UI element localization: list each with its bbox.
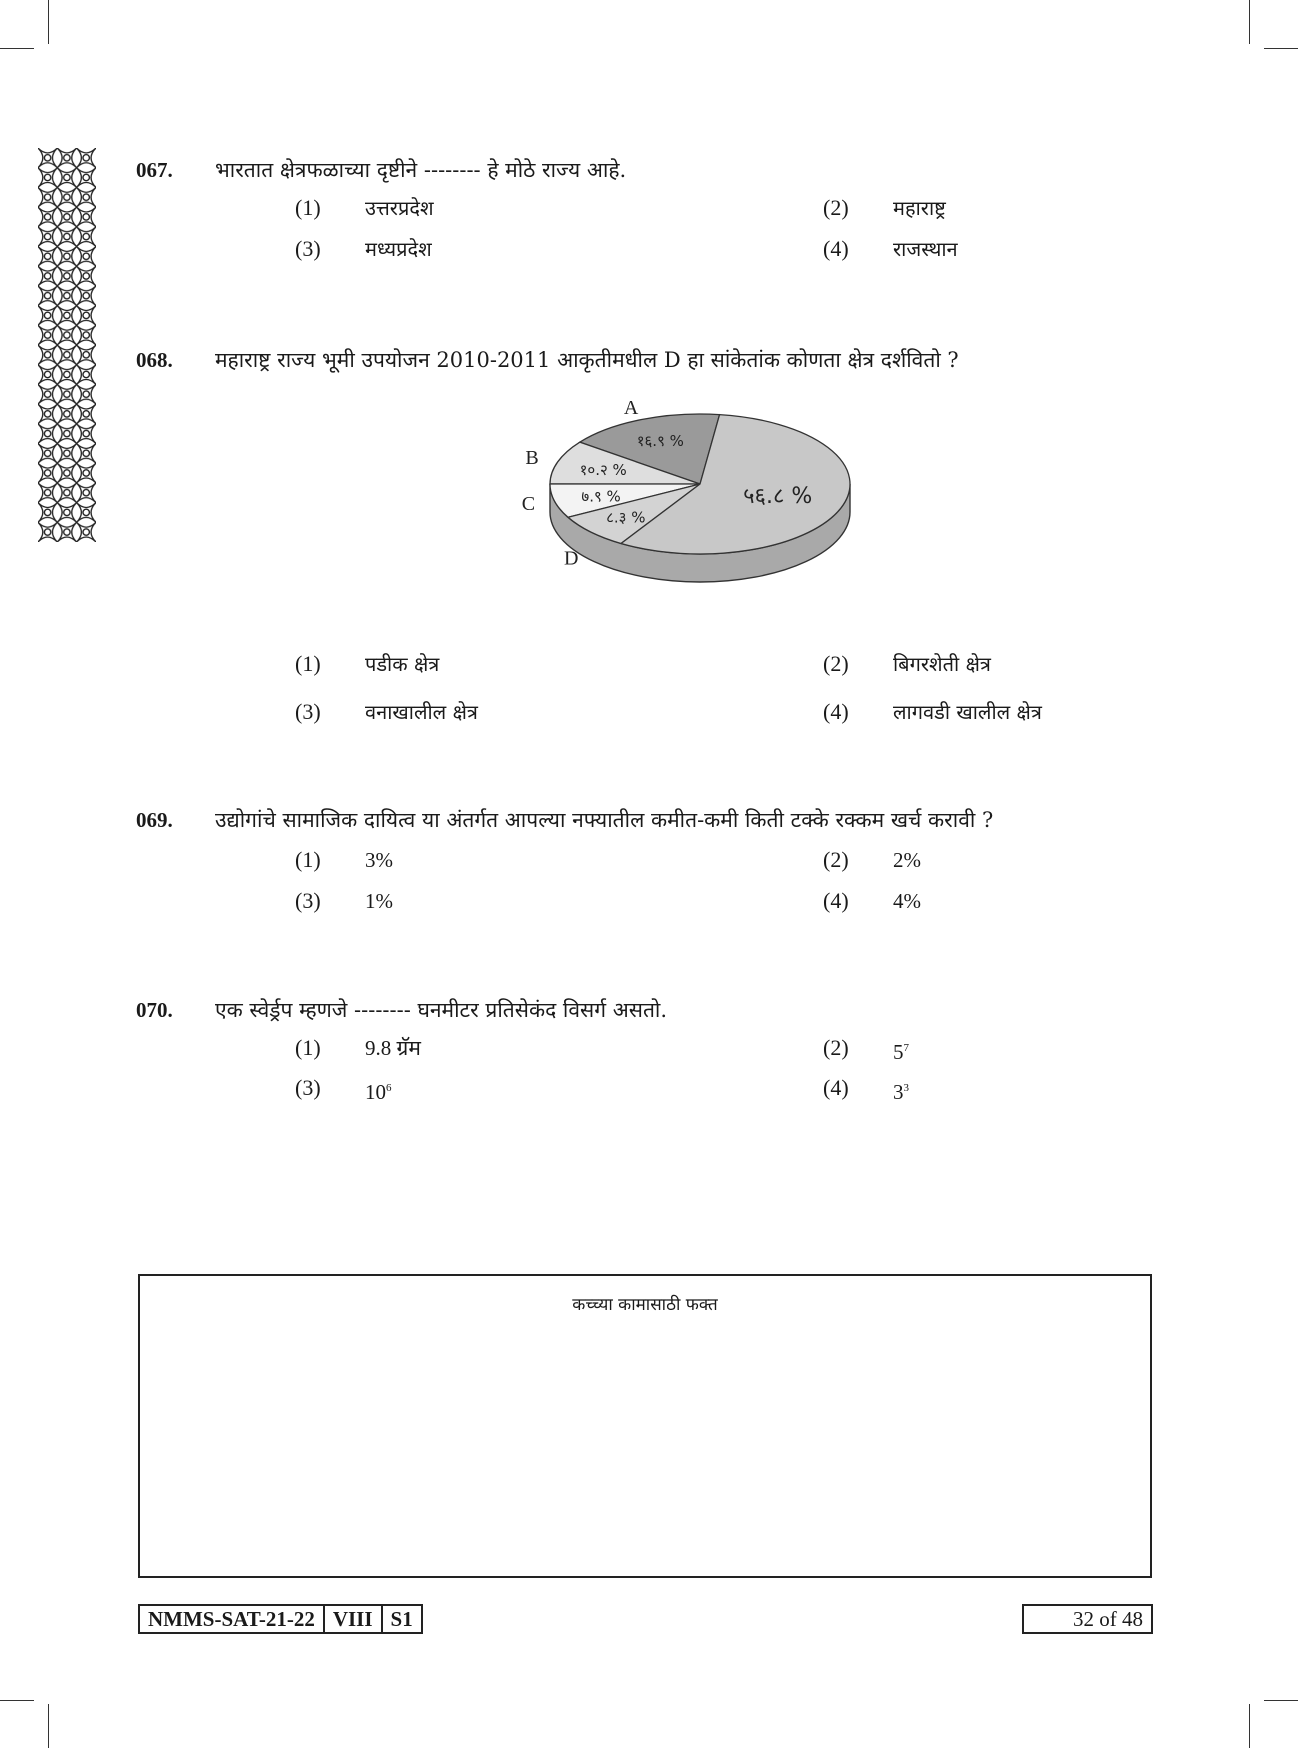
option-label: (4) [823,888,849,913]
option-value: मध्यप्रदेश [365,237,432,261]
option-label: (1) [295,847,321,872]
option-base: 10 [365,1080,386,1104]
option-2[interactable] [823,1034,909,1066]
option-base: 5 [893,1040,904,1064]
pie-key-label: C [521,493,536,516]
question-text: एक स्वेर्ड्रप म्हणजे -------- घनमीटर प्रतिसेकंद विसर्ग असतो. [215,998,668,1022]
pie-key-label: A [623,398,639,419]
question-070 [136,996,1156,1108]
option-label: (3) [295,236,321,261]
option-value: 4% [893,889,921,913]
option-4[interactable] [823,887,921,915]
question-068 [136,346,1156,374]
option-value [365,1074,392,1106]
crop-mark [1264,1700,1298,1701]
pie-chart-svg [480,398,900,618]
question-number: 067. [136,158,173,182]
option-4[interactable] [823,1074,909,1106]
question-text: महाराष्ट्र राज्य भूमी उपयोजन 2010-2011 आकृतीमधील D हा सांकेतांक कोणता क्षेत्र दर्शवितो ? [215,348,959,372]
crop-mark [1249,0,1250,44]
question-067 [136,156,1156,268]
option-label: (3) [295,699,321,724]
land-use-pie-chart [480,398,900,618]
option-value: लागवडी खालील क्षेत्र [893,700,1042,724]
exam-set: S1 [390,1607,413,1631]
option-value [893,1074,909,1106]
option-exponent: 3 [903,1082,909,1094]
option-label: (4) [823,236,849,261]
option-4[interactable] [823,698,1042,726]
option-value: पडीक क्षेत्र [365,652,440,676]
crop-mark [1264,48,1298,49]
option-label: (1) [295,651,321,676]
option-2[interactable] [823,846,921,874]
option-label: (4) [823,1075,849,1100]
option-3[interactable] [295,698,478,726]
option-value: 1% [365,889,393,913]
pie-key-label: B [525,446,539,469]
question-number: 068. [136,348,173,372]
question-number: 069. [136,808,173,832]
option-label: (3) [295,888,321,913]
option-label: (2) [823,1035,849,1060]
option-label: (2) [823,651,849,676]
exam-code: NMMS-SAT-21-22 [140,1606,325,1632]
question-number: 070. [136,998,173,1022]
option-3[interactable] [295,1074,392,1106]
option-1[interactable] [295,846,393,874]
pie-value-label: १६.९ % [636,432,684,451]
question-069 [136,806,1156,918]
option-exponent: 6 [386,1082,392,1094]
pie-value-label: १०.२ % [579,460,627,479]
crop-mark [48,0,49,44]
option-value [893,1034,909,1066]
option-value: महाराष्ट्र [893,196,946,220]
option-3[interactable] [295,887,393,915]
option-value: 2% [893,848,921,872]
crop-mark [1249,1704,1250,1748]
question-068-options [136,650,1156,740]
option-1[interactable] [295,650,439,678]
option-1[interactable] [295,194,434,222]
decorative-border-pattern [38,148,96,542]
rough-work-box[interactable] [138,1274,1152,1578]
option-label: (1) [295,1035,321,1060]
exam-class: VIII [325,1606,383,1632]
option-2[interactable] [823,194,946,222]
option-label: (4) [823,699,849,724]
option-label: (2) [823,195,849,220]
option-exponent: 7 [903,1042,909,1054]
question-text: भारतात क्षेत्रफळाच्या दृष्टीने -------- हे मोठे राज्य आहे. [215,158,627,182]
page-number: 32 of 48 [1022,1604,1153,1634]
pie-key-label: D [563,547,579,570]
option-value: 3% [365,848,393,872]
option-value: बिगरशेती क्षेत्र [893,652,991,676]
pie-value-label: ५६.८ % [743,483,813,509]
option-2[interactable] [823,650,991,678]
option-4[interactable] [823,235,958,263]
option-value: 9.8 ग्रॅम [365,1036,421,1060]
crop-mark [0,48,34,49]
option-label: (1) [295,195,321,220]
option-label: (3) [295,1075,321,1100]
option-value: वनाखालील क्षेत्र [365,700,478,724]
option-value: राजस्थान [893,237,958,261]
pie-value-label: ८.३ % [606,508,646,527]
option-1[interactable] [295,1034,421,1062]
question-text: उद्योगांचे सामाजिक दायित्व या अंतर्गत आपल्या नफ्यातील कमीत-कमी किती टक्के रक्कम खर्च करावी ? [215,808,994,832]
pie-value-label: ७.९ % [581,487,621,506]
option-base: 3 [893,1080,904,1104]
option-3[interactable] [295,235,432,263]
crop-mark [48,1704,49,1748]
footer-exam-code-box [138,1604,423,1634]
crop-mark [0,1700,34,1701]
rough-work-title: कच्च्या कामासाठी फक्त [572,1295,718,1315]
option-label: (2) [823,847,849,872]
option-value: उत्तरप्रदेश [365,196,434,220]
